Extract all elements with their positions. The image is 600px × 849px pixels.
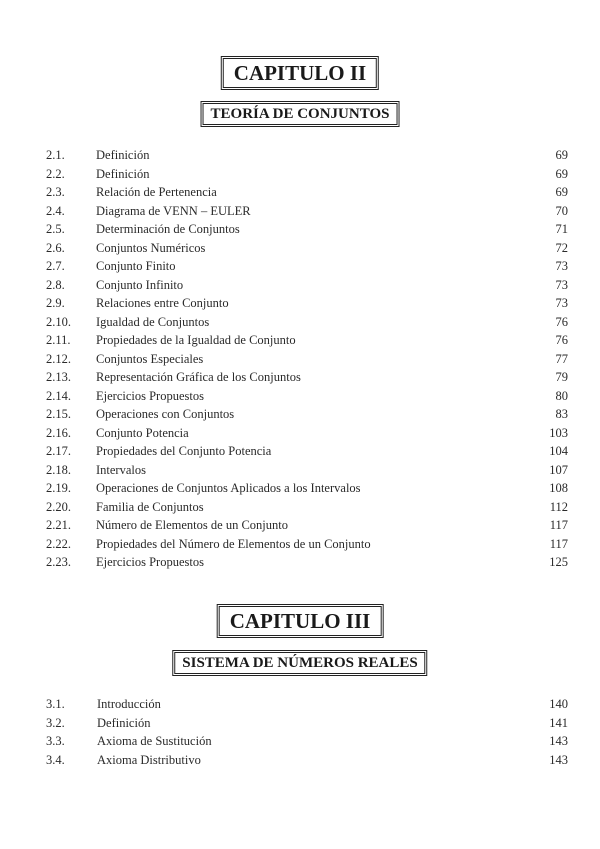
toc-entry-number: 2.4. xyxy=(46,203,65,218)
toc-entry-number: 2.17. xyxy=(46,444,71,458)
toc-entry-title: Diagrama de VENN – EULER xyxy=(96,203,251,218)
toc-entry-number: 2.13. xyxy=(46,370,71,384)
toc-entry-page: 76 xyxy=(555,314,568,329)
toc-entry xyxy=(0,695,600,714)
toc-entry xyxy=(0,732,600,751)
toc-entry-page: 80 xyxy=(555,388,568,403)
toc-entry-title: Operaciones de Conjuntos Aplicados a los Intervalos xyxy=(96,481,361,495)
toc-entry-title: Propiedades del Conjunto Potencia xyxy=(96,444,272,458)
toc-entry xyxy=(0,220,600,239)
toc-entry-title: Representación Gráfica de los Conjuntos xyxy=(96,370,301,384)
toc-entry-title: Definición xyxy=(97,715,151,730)
toc-entry-title: Conjunto Finito xyxy=(96,259,176,273)
toc-entry-title: Propiedades del Número de Elementos de un Conjunto xyxy=(96,536,371,551)
toc-entry-page: 73 xyxy=(555,259,568,273)
toc-entry-page: 103 xyxy=(549,425,568,440)
toc-entry-number: 2.5. xyxy=(46,222,65,236)
toc-entry-page: 77 xyxy=(555,351,568,366)
toc-entry-title: Ejercicios Propuestos xyxy=(96,388,204,403)
toc-entry-number: 3.3. xyxy=(46,734,65,748)
toc-entry xyxy=(0,239,600,258)
toc-entry-page: 83 xyxy=(555,407,568,421)
toc-entry-title: Número de Elementos de un Conjunto xyxy=(96,518,288,532)
toc-entry-page: 112 xyxy=(549,499,568,514)
chapter-2-heading-box xyxy=(221,56,379,90)
toc-entry xyxy=(0,442,600,461)
toc-entry-number: 2.18. xyxy=(46,462,71,477)
toc-entry-title: Conjunto Infinito xyxy=(96,277,184,292)
chapter-2-heading: CAPITULO II xyxy=(223,58,377,88)
chapter-3-subtitle: SISTEMA DE NÚMEROS REALES xyxy=(174,652,425,674)
toc-entry-title: Igualdad de Conjuntos xyxy=(96,314,210,329)
toc-entry-number: 3.2. xyxy=(46,715,65,730)
toc-entry xyxy=(0,516,600,535)
toc-entry-number: 2.2. xyxy=(46,166,65,181)
toc-entry-title: Relación de Pertenencia xyxy=(96,185,217,199)
toc-entry-page: 143 xyxy=(549,734,568,748)
toc-entry-page: 69 xyxy=(555,148,568,162)
toc-entry-number: 2.23. xyxy=(46,555,71,569)
toc-entry-page: 73 xyxy=(555,296,568,310)
toc-entry-page: 117 xyxy=(549,536,568,551)
toc-entry-page: 107 xyxy=(549,462,568,477)
toc-entry-number: 2.20. xyxy=(46,499,71,514)
chapter-3-subtitle-box xyxy=(172,650,427,676)
chapter-3-heading: CAPITULO III xyxy=(219,606,382,636)
toc-entry-title: Determinación de Conjuntos xyxy=(96,222,240,236)
toc-entry xyxy=(0,276,600,295)
toc-entry-page: 71 xyxy=(555,222,568,236)
toc-entry-page: 141 xyxy=(549,715,568,730)
chapter-2-subtitle: TEORÍA DE CONJUNTOS xyxy=(203,103,398,125)
chapter-3-heading-box xyxy=(217,604,384,638)
toc-entry-number: 2.8. xyxy=(46,277,65,292)
toc-entry-number: 2.9. xyxy=(46,296,65,310)
toc-entry-page: 76 xyxy=(555,333,568,347)
toc-entry-number: 2.6. xyxy=(46,240,65,255)
toc-entry xyxy=(0,331,600,350)
toc-entry-page: 108 xyxy=(549,481,568,495)
toc-entry xyxy=(0,146,600,165)
toc-entry-number: 2.12. xyxy=(46,351,71,366)
toc-entry-page: 125 xyxy=(549,555,568,569)
toc-entry xyxy=(0,424,600,443)
toc-entry-page: 73 xyxy=(555,277,568,292)
toc-entry-number: 2.16. xyxy=(46,425,71,440)
toc-entry xyxy=(0,202,600,221)
toc-entry-page: 79 xyxy=(555,370,568,384)
toc-entry-title: Familia de Conjuntos xyxy=(96,499,204,514)
toc-entry-number: 2.14. xyxy=(46,388,71,403)
toc-entry-title: Intervalos xyxy=(96,462,146,477)
toc-entry xyxy=(0,498,600,517)
toc-entry-page: 140 xyxy=(549,697,568,711)
toc-entry xyxy=(0,461,600,480)
toc-entry xyxy=(0,294,600,313)
toc-entry-title: Definición xyxy=(96,148,150,162)
toc-entry-page: 117 xyxy=(549,518,568,532)
toc-entry-number: 2.19. xyxy=(46,481,71,495)
toc-entry-title: Axioma Distributivo xyxy=(97,752,201,767)
toc-entry xyxy=(0,183,600,202)
toc-entry-number: 2.7. xyxy=(46,259,65,273)
toc-entry xyxy=(0,165,600,184)
toc-entry xyxy=(0,368,600,387)
toc-entry-title: Conjunto Potencia xyxy=(96,425,189,440)
toc-entry xyxy=(0,405,600,424)
toc-entry-number: 2.1. xyxy=(46,148,65,162)
toc-entry-title: Introducción xyxy=(97,697,161,711)
toc-entry-number: 2.21. xyxy=(46,518,71,532)
toc-entry xyxy=(0,479,600,498)
toc-entry xyxy=(0,714,600,733)
toc-entry-title: Propiedades de la Igualdad de Conjunto xyxy=(96,333,296,347)
toc-entry-page: 69 xyxy=(555,166,568,181)
toc-entry-number: 3.4. xyxy=(46,752,65,767)
toc-entry-number: 2.11. xyxy=(46,333,71,347)
toc-entry-number: 2.3. xyxy=(46,185,65,199)
toc-entry-title: Definición xyxy=(96,166,150,181)
toc-entry xyxy=(0,387,600,406)
toc-entry-title: Ejercicios Propuestos xyxy=(96,555,204,569)
toc-entry-page: 72 xyxy=(555,240,568,255)
toc-entry-page: 104 xyxy=(549,444,568,458)
toc-entry xyxy=(0,553,600,572)
chapter-3-toc xyxy=(0,695,600,769)
toc-entry xyxy=(0,257,600,276)
toc-entry-title: Axioma de Sustitución xyxy=(97,734,212,748)
toc-entry-number: 2.15. xyxy=(46,407,71,421)
toc-entry-page: 70 xyxy=(555,203,568,218)
toc-entry-title: Relaciones entre Conjunto xyxy=(96,296,229,310)
toc-entry xyxy=(0,350,600,369)
toc-entry-title: Conjuntos Numéricos xyxy=(96,240,206,255)
toc-entry-number: 2.22. xyxy=(46,536,71,551)
toc-entry-number: 2.10. xyxy=(46,314,71,329)
toc-entry xyxy=(0,751,600,770)
toc-entry-title: Operaciones con Conjuntos xyxy=(96,407,235,421)
toc-entry xyxy=(0,313,600,332)
toc-entry-page: 69 xyxy=(555,185,568,199)
toc-entry xyxy=(0,535,600,554)
toc-entry-title: Conjuntos Especiales xyxy=(96,351,204,366)
toc-entry-page: 143 xyxy=(549,752,568,767)
chapter-2-subtitle-box xyxy=(201,101,400,127)
chapter-2-toc xyxy=(0,146,600,572)
toc-entry-number: 3.1. xyxy=(46,697,65,711)
